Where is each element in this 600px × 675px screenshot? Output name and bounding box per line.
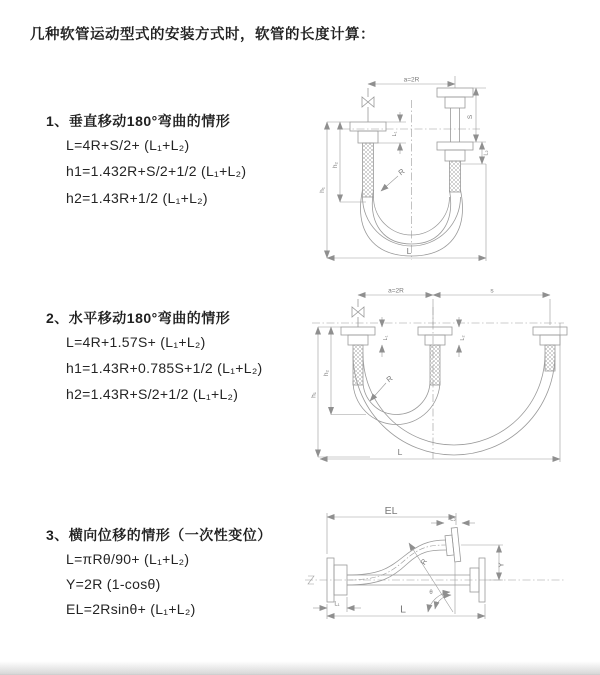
hose-u-curves [353,354,555,455]
displaced-flange [444,527,460,562]
middle-fitting [418,327,452,345]
diagram-horizontal-180-bend [312,283,590,463]
section-1-formula-h1: h1=1.432R+S/2+1/2 (L₁+L₂) [66,163,247,179]
right-braid-section [450,161,461,192]
dim-label-l2: L₂ [460,335,466,341]
valve-icon [362,88,374,122]
construction-lines [409,543,455,614]
page-title: 几种软管运动型式的安装方式时，软管的长度计算： [30,27,375,43]
dim-label-l2: L₂ [450,516,456,523]
dim-label-h1: h₁ [310,392,318,398]
section-2-formula-h1: h1=1.43R+0.785S+1/2 (L₁+L₂) [66,360,263,376]
dim-label-l: L [406,246,412,256]
diagram-1-labels [319,77,490,257]
dimension-lines [313,513,503,619]
dim-label-l1: L₁ [334,601,340,608]
right-fitting [533,327,567,345]
dim-label-h2: h₂ [323,369,330,377]
dim-label-r: R [384,373,395,385]
dim-label-h2: h₂ [332,161,339,169]
dim-label-h1: h₁ [319,187,326,193]
dim-label-r: R [396,166,407,178]
dim-label-s: s [490,287,494,295]
section-2-formula-h2: h2=1.43R+S/2+1/2 (L₁+L₂) [66,386,239,402]
dim-label-l2: L₂ [483,150,490,156]
section-1-formula-h2: h2=1.43R+1/2 (L₁+L₂) [66,190,208,206]
diagram-2-labels [311,288,495,458]
dim-label-l: L [400,603,406,616]
dim-label-l1: L₁ [392,131,398,137]
right-lower-fitting [437,142,473,161]
section-1-formula-L: L=4R+S/2+ (L₁+L₂) [66,137,190,153]
dim-label-s: S [467,114,474,120]
left-braid-section [363,143,374,197]
section-3-formula-EL: EL=2Rsinθ+ (L₁+L₂) [66,601,196,617]
right-upper-fitting [437,88,473,108]
section-2-heading: 2、水平移动180°弯曲的情形 [46,310,231,326]
diagram-vertical-180-bend [318,72,584,264]
section-3-formula-Y: Y=2R (1-cosθ) [66,576,161,592]
section-3-formula-L: L=πRθ/90+ (L₁+L₂) [66,551,190,567]
page-bottom-edge [0,661,600,675]
left-braid-section [353,345,363,385]
dim-label-a2r: a=2R [403,76,420,84]
dim-label-y: Y [496,562,506,568]
dim-label-l1: L₁ [383,335,389,341]
section-2-formula-L: L=4R+1.57S+ (L₁+L₂) [66,334,206,350]
right-braid-section [545,345,555,371]
diagram-lateral-displacement [303,502,593,652]
dim-label-theta: θ [429,590,433,596]
dim-label-r: R [418,557,430,567]
dimension-lines [327,76,486,261]
right-pipe [451,108,460,142]
dim-label-a2r: a=2R [388,287,404,295]
left-fitting [341,327,375,345]
section-3-heading: 3、横向位移的情形（一次性变位） [46,527,272,543]
left-fitting [350,122,386,143]
section-1-heading: 1、垂直移动180°弯曲的情形 [46,113,231,129]
dim-label-el: EL [384,505,398,517]
dim-label-l: L [397,447,403,457]
middle-braid-section [430,345,440,385]
diagram-3-labels [334,505,505,616]
